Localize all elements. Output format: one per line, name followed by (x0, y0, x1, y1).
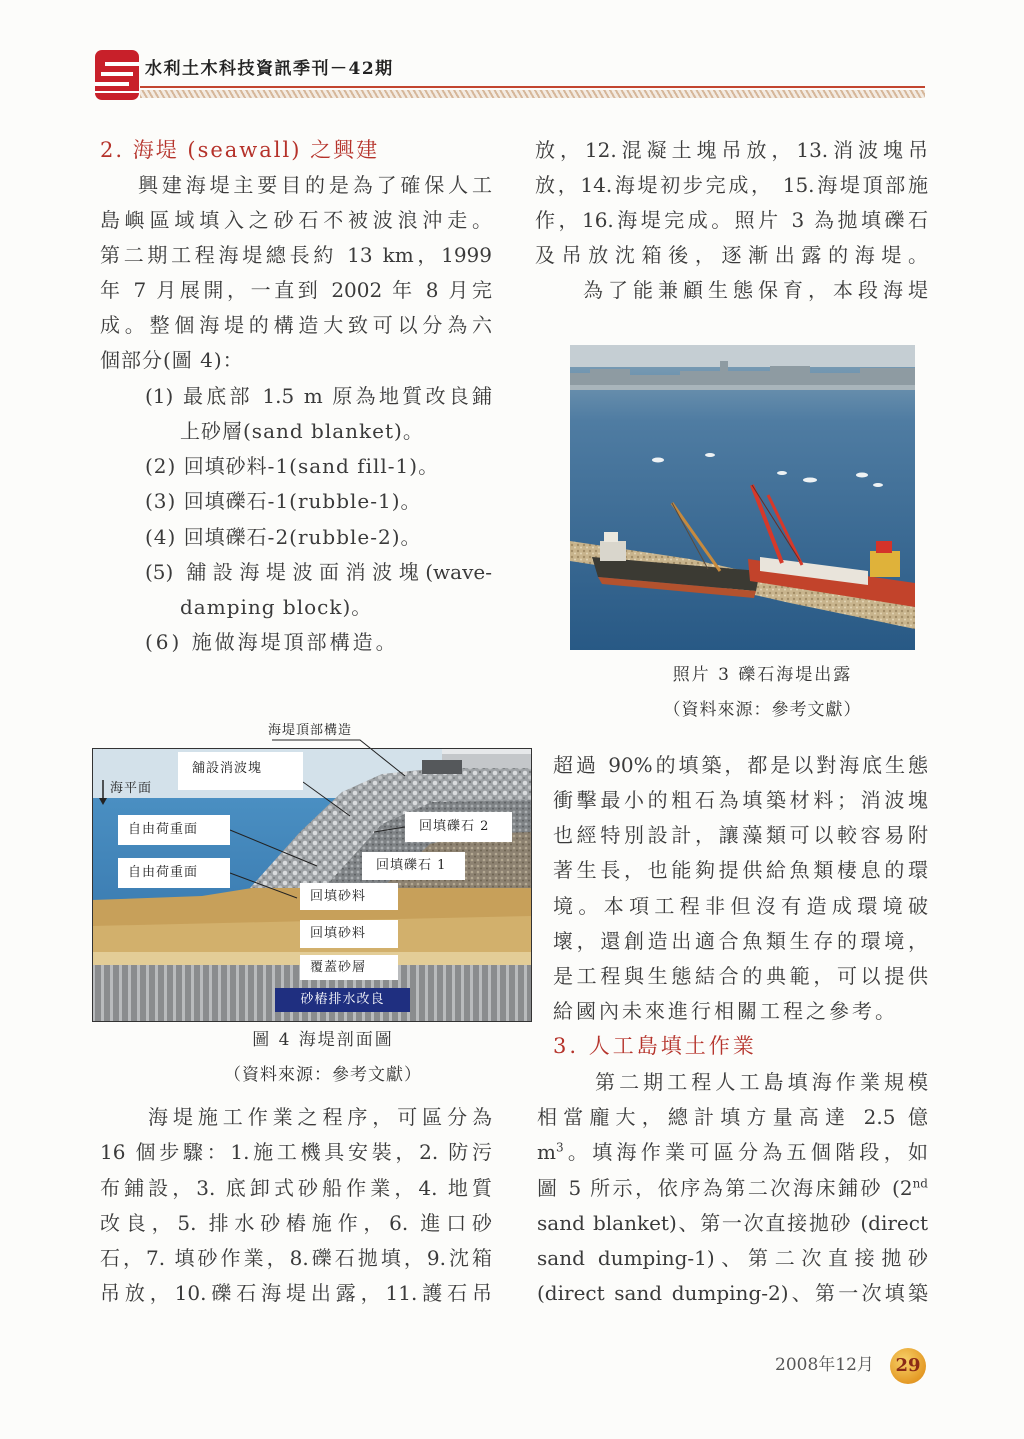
procedure-line: 吊放，10.礫石海堤出露，11.護石吊 (100, 1281, 492, 1305)
list-item: (5) 舖設海堤波面消波塊(wave- (145, 560, 492, 584)
ecology-line: 超過 90%的填築，都是以對海底生態 (553, 753, 928, 777)
intro-line: 年 7 月展開，一直到 2002 年 8 月完 (100, 278, 492, 302)
section-2-heading: 2. 海堤 (seawall) 之興建 (100, 138, 380, 162)
section-3-line: 第二期工程人工島填海作業規模 (595, 1070, 928, 1094)
ecology-line: 為了能兼顧生態保育，本段海堤 (583, 278, 928, 302)
procedure-line: 海堤施工作業之程序，可區分為 (148, 1105, 492, 1129)
label-sand-drain: 砂樁排水改良 (275, 988, 410, 1012)
magazine-title: 水利土木科技資訊季刊－42期 (145, 59, 394, 79)
label-sand-fill: 回填砂料 (300, 920, 398, 948)
intro-line: 第二期工程海堤總長約 13 km，1999 (100, 243, 492, 267)
section-3-line: 相當龐大，總計填方量高達 2.5 億 (537, 1105, 928, 1129)
procedure-line: 布鋪設，3. 底卸式砂船作業，4. 地質 (100, 1176, 492, 1200)
label-rubble-1: 回填礫石 1 (362, 852, 465, 880)
ecology-line: 給國內未來進行相關工程之參考。 (553, 999, 898, 1023)
label-crest-structure: 海堤頂部構造 (268, 723, 353, 738)
label-sea-level: 海平面 (110, 781, 153, 796)
figure-4-caption: 圖 4 海堤剖面圖 (252, 1030, 394, 1050)
intro-line: 成。整個海堤的構造大致可以分為六 (100, 313, 492, 337)
figure-4-source: （資料來源：參考文獻） (224, 1065, 422, 1085)
page-number-badge: 29 (890, 1348, 926, 1384)
intro-line: 島嶼區域填入之砂石不被波浪沖走。 (100, 208, 492, 232)
line-text: 圖 5 所示，依序為第二次海床鋪砂 (2 (537, 1176, 913, 1200)
procedure-line: 作，16.海堤完成。照片 3 為拋填礫石 (535, 208, 928, 232)
section-3-line-volume (537, 1137, 928, 1167)
list-item: (4) 回填礫石-2(rubble-2)。 (145, 525, 422, 549)
line-text: 。填海作業可區分為五個階段，如 (563, 1140, 928, 1164)
list-item: (2) 回填砂料-1(sand fill-1)。 (145, 454, 440, 478)
procedure-line: 放，14.海堤初步完成， 15.海堤頂部施 (535, 173, 928, 197)
list-item: (1) 最底部 1.5 m 原為地質改良鋪 (145, 384, 492, 408)
header-decorative-band (140, 86, 925, 100)
section-3-line: (direct sand dumping-2)、第一次填築 (537, 1281, 928, 1305)
section-3-line: sand blanket)、第一次直接拋砂 (direct (537, 1211, 928, 1235)
ecology-line: 衝擊最小的粗石為填築材料；消波塊 (553, 788, 928, 812)
ecology-line: 也經特別設計，讓藻類可以較容易附 (553, 823, 928, 847)
list-item-continuation: 上砂層(sand blanket)。 (180, 419, 424, 443)
label-cover-sand: 覆蓋砂層 (300, 955, 398, 980)
label-armor-blocks: 舖設消波塊 (178, 752, 303, 790)
photo-3-source: （資料來源：參考文獻） (663, 700, 862, 720)
figure-4-seawall-section (92, 720, 532, 1022)
issue-date: 2008年12月 (775, 1355, 874, 1375)
ecology-line: 是工程與生態結合的典範，可以提供 (553, 964, 928, 988)
list-item: (6) 施做海堤頂部構造。 (145, 630, 399, 654)
section-3-line: sand dumping-1)、第二次直接拋砂 (537, 1246, 928, 1270)
intro-line: 興建海堤主要目的是為了確保人工 (138, 173, 492, 197)
list-item-continuation: damping block)。 (180, 595, 373, 619)
section-3-line-stages (537, 1173, 928, 1203)
magazine-logo-icon (95, 50, 139, 100)
procedure-line: 及吊放沈箱後，逐漸出露的海堤。 (535, 243, 928, 267)
ecology-line: 境。本項工程非但沒有造成環境破 (553, 894, 928, 918)
procedure-line: 改良，5. 排水砂樁施作，6. 進口砂 (100, 1211, 492, 1235)
photo-3-caption: 照片 3 礫石海堤出露 (672, 665, 853, 685)
label-free-load-surface: 自由荷重面 (118, 815, 230, 845)
ordinal-superscript: nd (912, 1176, 928, 1191)
list-item: (3) 回填礫石-1(rubble-1)。 (145, 489, 422, 513)
ecology-line: 壞，還創造出適合魚類生存的環境， (553, 929, 928, 953)
ecology-line: 著生長，也能夠提供給魚類棲息的環 (553, 858, 928, 882)
unit-m: m (537, 1140, 556, 1164)
section-3-heading: 3. 人工島填土作業 (553, 1034, 757, 1058)
intro-line: 個部分(圖 4)： (100, 348, 244, 372)
procedure-line: 16 個步驟：1.施工機具安裝，2. 防污 (100, 1140, 492, 1164)
unit-superscript: 3 (555, 1140, 564, 1155)
procedure-line: 放，12.混凝土塊吊放，13.消波塊吊 (535, 138, 928, 162)
label-sand-fill: 回填砂料 (300, 883, 398, 910)
label-rubble-2: 回填礫石 2 (405, 812, 512, 842)
photo-3-rubble-seawall (570, 345, 915, 650)
label-free-load-surface: 自由荷重面 (118, 858, 230, 888)
procedure-line: 石，7. 填砂作業，8.礫石拋填，9.沈箱 (100, 1246, 492, 1270)
